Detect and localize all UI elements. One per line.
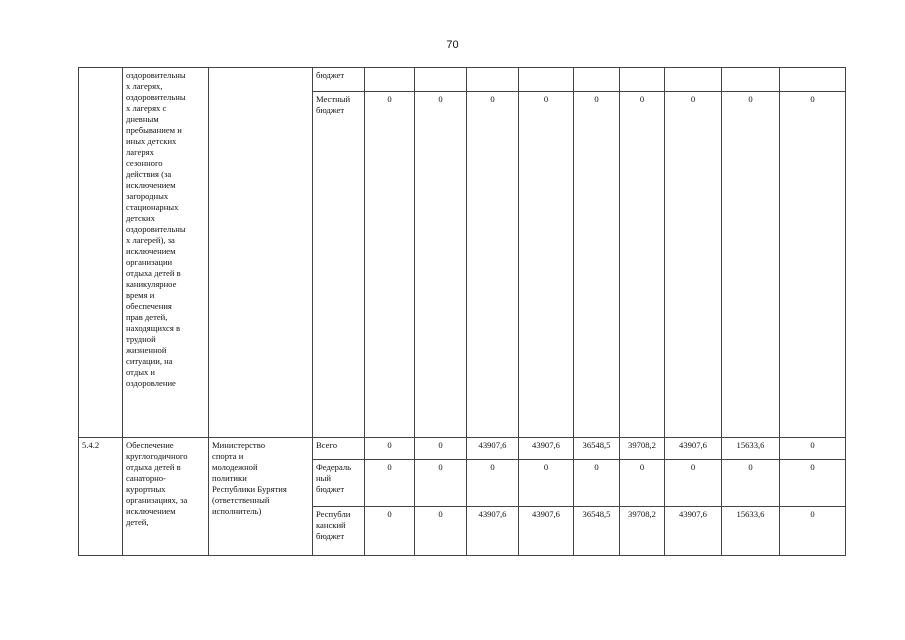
item-description-cell: оздоровительны х лагерях, оздоровительны х лагерях с дневным пребыванием и иных детских лагерях сезонного действия (за исключением загородных стационарных детских оздоровительны х лагерей), за исключением организации отдыха детей в каникулярное время и обеспечения прав детей, находящихся в трудной жизненной ситуации, на отдых и оздоровление — [123, 68, 209, 438]
value-cell: 0 — [415, 507, 467, 556]
budget-table — [78, 67, 846, 556]
value-cell — [519, 68, 574, 92]
value-cell: 0 — [574, 460, 620, 507]
value-cell: 0 — [415, 438, 467, 460]
executor-cell: Министерство спорта и молодежной политики Республики Бурятия (ответственный исполнитель) — [209, 438, 313, 556]
value-cell: 0 — [415, 460, 467, 507]
value-cell — [780, 68, 846, 92]
funding-source-cell: бюджет — [313, 68, 365, 92]
item-description-cell: Обеспечение круглогодичного отдыха детей в санаторно- курортных организациях, за исключением детей, — [123, 438, 209, 556]
value-cell: 43907,6 — [467, 507, 519, 556]
value-cell: 0 — [780, 438, 846, 460]
value-cell: 0 — [467, 92, 519, 438]
value-cell: 0 — [722, 92, 780, 438]
value-cell — [415, 68, 467, 92]
value-cell: 0 — [365, 507, 415, 556]
value-cell: 0 — [574, 92, 620, 438]
page-number: 70 — [446, 39, 459, 51]
value-cell: 0 — [519, 92, 574, 438]
table-row — [79, 438, 846, 460]
value-cell — [665, 68, 722, 92]
value-cell: 0 — [365, 92, 415, 438]
value-cell: 0 — [519, 460, 574, 507]
executor-cell — [209, 68, 313, 438]
value-cell — [365, 68, 415, 92]
value-cell: 0 — [780, 460, 846, 507]
value-cell: 36548,5 — [574, 438, 620, 460]
value-cell: 0 — [780, 92, 846, 438]
value-cell: 39708,2 — [620, 438, 665, 460]
item-number-cell: 5.4.2 — [79, 438, 123, 556]
value-cell: 0 — [780, 507, 846, 556]
value-cell: 0 — [665, 460, 722, 507]
value-cell: 0 — [665, 92, 722, 438]
table-body — [79, 68, 846, 556]
value-cell: 0 — [620, 460, 665, 507]
value-cell: 0 — [620, 92, 665, 438]
value-cell — [620, 68, 665, 92]
value-cell — [722, 68, 780, 92]
table-row — [79, 68, 846, 92]
value-cell: 39708,2 — [620, 507, 665, 556]
funding-source-cell: Местный бюджет — [313, 92, 365, 438]
value-cell: 43907,6 — [665, 507, 722, 556]
value-cell — [467, 68, 519, 92]
funding-source-cell: Всего — [313, 438, 365, 460]
funding-source-cell: Федераль ный бюджет — [313, 460, 365, 507]
value-cell: 43907,6 — [665, 438, 722, 460]
value-cell: 0 — [722, 460, 780, 507]
item-number-cell — [79, 68, 123, 438]
funding-source-cell: Республи канский бюджет — [313, 507, 365, 556]
value-cell: 15633,6 — [722, 438, 780, 460]
value-cell: 0 — [365, 438, 415, 460]
value-cell: 43907,6 — [519, 438, 574, 460]
value-cell: 43907,6 — [519, 507, 574, 556]
value-cell: 15633,6 — [722, 507, 780, 556]
value-cell: 43907,6 — [467, 438, 519, 460]
value-cell: 0 — [467, 460, 519, 507]
value-cell: 36548,5 — [574, 507, 620, 556]
value-cell: 0 — [365, 460, 415, 507]
value-cell — [574, 68, 620, 92]
value-cell: 0 — [415, 92, 467, 438]
